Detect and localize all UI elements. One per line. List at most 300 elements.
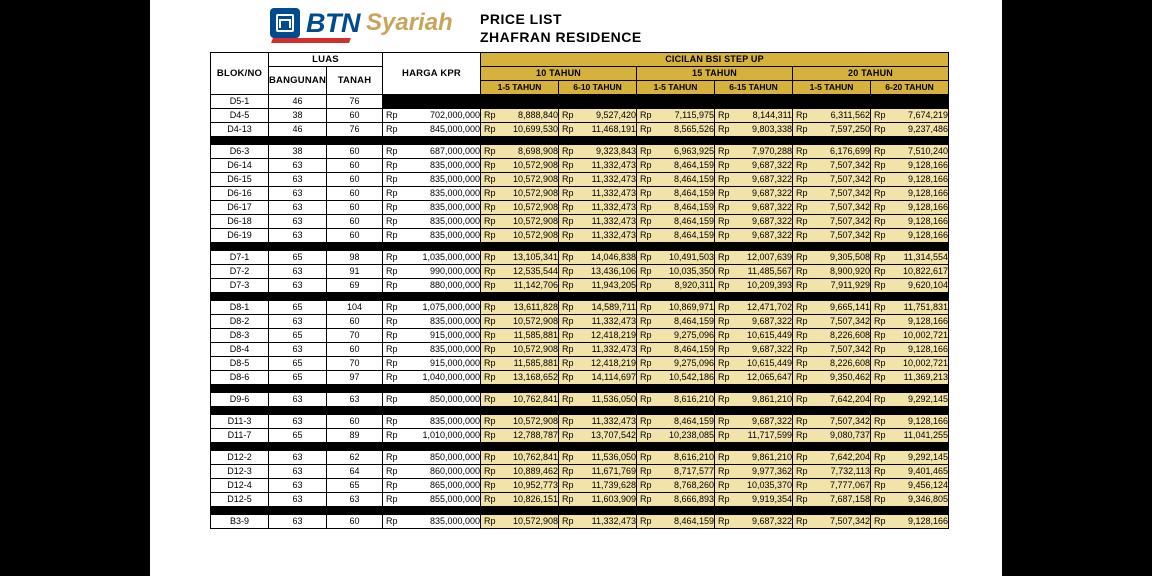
cell-harga: Rp 915,000,000 (383, 329, 481, 343)
cell-blok: D4-5 (211, 109, 269, 123)
cell-harga: Rp 702,000,000 (383, 109, 481, 123)
cell-cicilan: Rp 10,822,617 (871, 265, 949, 279)
cell-harga: Rp 990,000,000 (383, 265, 481, 279)
cell-bangunan: 63 (269, 393, 327, 407)
cell-cicilan: Rp 10,572,908 (481, 201, 559, 215)
th-6-10-tahun: 6-10 TAHUN (559, 81, 637, 95)
cell-tanah: 70 (327, 357, 383, 371)
cell-cicilan: Rp 11,332,473 (559, 159, 637, 173)
cell-bangunan: 63 (269, 265, 327, 279)
cell-cicilan: Rp 10,572,908 (481, 187, 559, 201)
table-row (211, 95, 949, 109)
cell-cicilan: Rp 11,142,706 (481, 279, 559, 293)
cell-cicilan: Rp 12,788,787 (481, 429, 559, 443)
cell-cicilan: Rp 11,332,473 (559, 343, 637, 357)
cell-cicilan: Rp 8,768,260 (637, 479, 715, 493)
cell-tanah: 64 (327, 465, 383, 479)
cell-tanah: 60 (327, 201, 383, 215)
cell-cicilan: Rp 9,128,166 (871, 343, 949, 357)
table-row (211, 279, 949, 293)
cell-cicilan: Rp 13,436,106 (559, 265, 637, 279)
cell-tanah: 60 (327, 229, 383, 243)
cell-cicilan: Rp 10,762,841 (481, 393, 559, 407)
cell-blok: D8-5 (211, 357, 269, 371)
cell-cicilan: Rp 11,369,213 (871, 371, 949, 385)
cell-harga: Rp 835,000,000 (383, 515, 481, 529)
cell-bangunan: 63 (269, 343, 327, 357)
th-10-tahun: 10 TAHUN (481, 67, 637, 81)
cell-cicilan: Rp 10,869,971 (637, 301, 715, 315)
cell-blok: D12-3 (211, 465, 269, 479)
cell-cicilan: Rp 10,572,908 (481, 173, 559, 187)
cell-cicilan: Rp 8,666,893 (637, 493, 715, 507)
cell-cicilan: Rp 10,572,908 (481, 215, 559, 229)
table-row (211, 145, 949, 159)
cell-cicilan: Rp 9,687,322 (715, 159, 793, 173)
cell-cicilan: Rp 7,507,342 (793, 415, 871, 429)
cell-bangunan: 63 (269, 451, 327, 465)
cell-cicilan: Rp 11,585,881 (481, 329, 559, 343)
cell-harga: Rp 835,000,000 (383, 415, 481, 429)
cell-cicilan: Rp 9,080,737 (793, 429, 871, 443)
cell-cicilan: Rp 8,616,210 (637, 393, 715, 407)
cell-cicilan: Rp 10,826,151 (481, 493, 559, 507)
cell-tanah: 60 (327, 173, 383, 187)
cell-harga: Rp 1,075,000,000 (383, 301, 481, 315)
cell-cicilan: Rp 10,615,449 (715, 329, 793, 343)
price-list-document (150, 0, 1002, 576)
th-tanah: TANAH (327, 67, 383, 95)
cell-tanah: 60 (327, 109, 383, 123)
table-row (211, 265, 949, 279)
th-20-tahun: 20 TAHUN (793, 67, 949, 81)
table-row (211, 173, 949, 187)
cell-cicilan: Rp 10,699,530 (481, 123, 559, 137)
cell-bangunan: 63 (269, 201, 327, 215)
cell-cicilan: Rp 10,572,908 (481, 159, 559, 173)
cell-cicilan: Rp 9,687,322 (715, 343, 793, 357)
cell-cicilan: Rp 9,128,166 (871, 215, 949, 229)
th-6-20-tahun: 6-20 TAHUN (871, 81, 949, 95)
cell-cicilan: Rp 6,176,699 (793, 145, 871, 159)
cell-cicilan: Rp 11,585,881 (481, 357, 559, 371)
cell-cicilan: Rp 8,464,159 (637, 515, 715, 529)
cell-cicilan: Rp 11,603,909 (559, 493, 637, 507)
cell-cicilan: Rp 7,507,342 (793, 159, 871, 173)
group-separator (211, 243, 949, 251)
cell-blok: B3-9 (211, 515, 269, 529)
cell-cicilan: Rp 9,128,166 (871, 201, 949, 215)
cell-cicilan: Rp 9,128,166 (871, 229, 949, 243)
cell-bangunan: 63 (269, 515, 327, 529)
cell-blok: D6-17 (211, 201, 269, 215)
cell-cicilan: Rp 9,128,166 (871, 187, 949, 201)
cell-cicilan: Rp 13,168,652 (481, 371, 559, 385)
cell-harga: Rp 835,000,000 (383, 159, 481, 173)
cell-tanah: 89 (327, 429, 383, 443)
cell-cicilan: Rp 9,977,362 (715, 465, 793, 479)
house-icon (270, 8, 300, 38)
cell-cicilan: Rp 11,332,473 (559, 201, 637, 215)
cell-cicilan: Rp 7,507,342 (793, 187, 871, 201)
cell-bangunan: 63 (269, 187, 327, 201)
cell-cicilan: Rp 12,418,219 (559, 329, 637, 343)
cell-cicilan: Rp 10,491,503 (637, 251, 715, 265)
cell-harga: Rp 845,000,000 (383, 123, 481, 137)
cell-cicilan: Rp 9,861,210 (715, 393, 793, 407)
cell-tanah: 98 (327, 251, 383, 265)
cell-cicilan: Rp 11,332,473 (559, 215, 637, 229)
cell-blok: D11-7 (211, 429, 269, 443)
table-row (211, 479, 949, 493)
cell-cicilan: Rp 11,943,205 (559, 279, 637, 293)
cell-cicilan: Rp 8,565,526 (637, 123, 715, 137)
table-row (211, 465, 949, 479)
cell-cicilan: Rp 9,687,322 (715, 515, 793, 529)
cell-bangunan: 65 (269, 251, 327, 265)
cell-cicilan: Rp 10,615,449 (715, 357, 793, 371)
table-row (211, 187, 949, 201)
cell-blok: D7-2 (211, 265, 269, 279)
cell-cicilan: Rp 12,535,544 (481, 265, 559, 279)
cell-cicilan: Rp 8,464,159 (637, 229, 715, 243)
th-6-15-tahun: 6-15 TAHUN (715, 81, 793, 95)
th-1-5-tahun-c: 1-5 TAHUN (793, 81, 871, 95)
cell-tanah: 97 (327, 371, 383, 385)
cell-cicilan: Rp 8,888,840 (481, 109, 559, 123)
cell-cicilan: Rp 10,572,908 (481, 415, 559, 429)
cell-bangunan: 63 (269, 173, 327, 187)
cell-cicilan: Rp 9,128,166 (871, 173, 949, 187)
cell-bangunan: 63 (269, 215, 327, 229)
cell-bangunan: 63 (269, 479, 327, 493)
cell-bangunan: 63 (269, 415, 327, 429)
cell-harga: Rp 835,000,000 (383, 315, 481, 329)
cell-bangunan: 65 (269, 371, 327, 385)
group-separator (211, 507, 949, 515)
cell-cicilan: Rp 11,739,628 (559, 479, 637, 493)
cell-tanah: 63 (327, 493, 383, 507)
cell-cicilan: Rp 10,572,908 (481, 315, 559, 329)
cell-harga (383, 95, 481, 109)
cell-cicilan: Rp 9,687,322 (715, 173, 793, 187)
cell-cicilan: Rp 9,275,096 (637, 357, 715, 371)
cell-blok: D4-13 (211, 123, 269, 137)
cell-harga: Rp 855,000,000 (383, 493, 481, 507)
cell-cicilan: Rp 9,919,354 (715, 493, 793, 507)
cell-bangunan: 65 (269, 357, 327, 371)
cell-harga: Rp 835,000,000 (383, 343, 481, 357)
cell-cicilan (793, 95, 871, 109)
cell-tanah: 69 (327, 279, 383, 293)
cell-blok: D11-3 (211, 415, 269, 429)
cell-cicilan: Rp 9,346,805 (871, 493, 949, 507)
cell-bangunan: 63 (269, 493, 327, 507)
table-row (211, 451, 949, 465)
cell-harga: Rp 687,000,000 (383, 145, 481, 159)
cell-cicilan: Rp 11,332,473 (559, 173, 637, 187)
cell-cicilan: Rp 9,292,145 (871, 393, 949, 407)
cell-cicilan: Rp 9,861,210 (715, 451, 793, 465)
cell-cicilan: Rp 9,687,322 (715, 315, 793, 329)
cell-tanah: 60 (327, 159, 383, 173)
cell-cicilan: Rp 6,963,925 (637, 145, 715, 159)
table-row (211, 329, 949, 343)
cell-cicilan: Rp 7,597,250 (793, 123, 871, 137)
cell-cicilan: Rp 9,323,843 (559, 145, 637, 159)
cell-tanah: 60 (327, 415, 383, 429)
th-luas: LUAS (269, 53, 383, 67)
cell-cicilan: Rp 9,128,166 (871, 159, 949, 173)
cell-bangunan: 63 (269, 465, 327, 479)
cell-tanah: 76 (327, 95, 383, 109)
table-row (211, 493, 949, 507)
cell-cicilan: Rp 8,464,159 (637, 187, 715, 201)
cell-cicilan: Rp 9,350,462 (793, 371, 871, 385)
cell-cicilan: Rp 7,510,240 (871, 145, 949, 159)
cell-bangunan: 65 (269, 429, 327, 443)
table-row (211, 159, 949, 173)
cell-cicilan: Rp 8,698,908 (481, 145, 559, 159)
th-blok: BLOK/NO (211, 53, 269, 95)
group-separator (211, 293, 949, 301)
cell-cicilan: Rp 9,128,166 (871, 415, 949, 429)
th-15-tahun: 15 TAHUN (637, 67, 793, 81)
cell-cicilan: Rp 11,332,473 (559, 315, 637, 329)
cell-tanah: 60 (327, 343, 383, 357)
cell-cicilan: Rp 11,332,473 (559, 515, 637, 529)
cell-cicilan: Rp 7,115,975 (637, 109, 715, 123)
cell-cicilan: Rp 10,002,721 (871, 329, 949, 343)
right-letterbox (1002, 0, 1152, 576)
cell-cicilan: Rp 8,616,210 (637, 451, 715, 465)
th-1-5-tahun-a: 1-5 TAHUN (481, 81, 559, 95)
cell-cicilan: Rp 10,542,186 (637, 371, 715, 385)
cell-harga: Rp 865,000,000 (383, 479, 481, 493)
cell-harga: Rp 835,000,000 (383, 201, 481, 215)
cell-bangunan: 46 (269, 123, 327, 137)
cell-cicilan: Rp 7,507,342 (793, 315, 871, 329)
cell-cicilan: Rp 10,952,773 (481, 479, 559, 493)
cell-cicilan: Rp 8,464,159 (637, 315, 715, 329)
cell-cicilan: Rp 8,226,608 (793, 329, 871, 343)
cell-cicilan (871, 95, 949, 109)
cell-cicilan: Rp 11,536,050 (559, 451, 637, 465)
table-row (211, 109, 949, 123)
table-header (211, 53, 949, 95)
cell-cicilan: Rp 9,237,486 (871, 123, 949, 137)
cell-cicilan: Rp 13,707,542 (559, 429, 637, 443)
cell-blok: D6-3 (211, 145, 269, 159)
cell-cicilan: Rp 8,464,159 (637, 173, 715, 187)
cell-cicilan: Rp 9,401,465 (871, 465, 949, 479)
table-row (211, 251, 949, 265)
cell-blok: D8-3 (211, 329, 269, 343)
cell-cicilan: Rp 8,464,159 (637, 215, 715, 229)
cell-harga: Rp 1,010,000,000 (383, 429, 481, 443)
cell-harga: Rp 1,040,000,000 (383, 371, 481, 385)
cell-cicilan: Rp 8,920,311 (637, 279, 715, 293)
cell-cicilan: Rp 9,665,141 (793, 301, 871, 315)
table-row (211, 301, 949, 315)
cell-cicilan: Rp 9,687,322 (715, 415, 793, 429)
cell-cicilan: Rp 9,275,096 (637, 329, 715, 343)
cell-harga: Rp 835,000,000 (383, 215, 481, 229)
cell-cicilan: Rp 14,114,697 (559, 371, 637, 385)
cell-harga: Rp 835,000,000 (383, 187, 481, 201)
cell-cicilan (715, 95, 793, 109)
brand-name: BTN (306, 7, 360, 38)
cell-harga: Rp 835,000,000 (383, 229, 481, 243)
title-line-1: PRICE LIST (480, 11, 563, 27)
table-row (211, 201, 949, 215)
cell-cicilan: Rp 12,418,219 (559, 357, 637, 371)
cell-tanah: 60 (327, 315, 383, 329)
cell-bangunan: 63 (269, 315, 327, 329)
cell-cicilan: Rp 13,611,828 (481, 301, 559, 315)
cell-blok: D7-3 (211, 279, 269, 293)
cell-cicilan: Rp 10,238,085 (637, 429, 715, 443)
cell-harga: Rp 860,000,000 (383, 465, 481, 479)
cell-cicilan: Rp 9,687,322 (715, 187, 793, 201)
cell-bangunan: 65 (269, 329, 327, 343)
cell-cicilan: Rp 7,507,342 (793, 343, 871, 357)
cell-tanah: 60 (327, 215, 383, 229)
cell-cicilan: Rp 10,209,393 (715, 279, 793, 293)
group-separator (211, 137, 949, 145)
cell-harga: Rp 850,000,000 (383, 393, 481, 407)
cell-cicilan: Rp 11,717,599 (715, 429, 793, 443)
cell-cicilan: Rp 7,642,204 (793, 393, 871, 407)
cell-blok: D6-16 (211, 187, 269, 201)
cell-blok: D8-6 (211, 371, 269, 385)
cell-blok: D12-5 (211, 493, 269, 507)
page-title (480, 10, 810, 46)
title-line-2: ZHAFRAN RESIDENCE (480, 29, 642, 45)
cell-cicilan: Rp 7,911,929 (793, 279, 871, 293)
cell-tanah: 76 (327, 123, 383, 137)
cell-cicilan: Rp 7,674,219 (871, 109, 949, 123)
cell-cicilan: Rp 11,671,769 (559, 465, 637, 479)
cell-blok: D8-1 (211, 301, 269, 315)
cell-blok: D8-4 (211, 343, 269, 357)
table-row (211, 357, 949, 371)
cell-cicilan: Rp 10,035,370 (715, 479, 793, 493)
cell-harga: Rp 880,000,000 (383, 279, 481, 293)
th-cicilan: CICILAN BSI STEP UP (481, 53, 949, 67)
cell-blok: D7-1 (211, 251, 269, 265)
cell-cicilan: Rp 12,065,647 (715, 371, 793, 385)
group-separator (211, 385, 949, 393)
cell-tanah: 91 (327, 265, 383, 279)
cell-bangunan: 38 (269, 109, 327, 123)
table-row (211, 123, 949, 137)
cell-cicilan: Rp 7,507,342 (793, 215, 871, 229)
cell-cicilan: Rp 11,332,473 (559, 229, 637, 243)
cell-cicilan: Rp 12,007,639 (715, 251, 793, 265)
cell-cicilan: Rp 9,128,166 (871, 315, 949, 329)
cell-cicilan: Rp 11,041,255 (871, 429, 949, 443)
cell-blok: D8-2 (211, 315, 269, 329)
cell-harga: Rp 850,000,000 (383, 451, 481, 465)
cell-cicilan: Rp 9,687,322 (715, 201, 793, 215)
cell-cicilan: Rp 10,572,908 (481, 515, 559, 529)
cell-cicilan: Rp 7,777,067 (793, 479, 871, 493)
table-row (211, 215, 949, 229)
table-row (211, 429, 949, 443)
cell-cicilan: Rp 8,144,311 (715, 109, 793, 123)
cell-tanah: 70 (327, 329, 383, 343)
cell-cicilan: Rp 11,485,567 (715, 265, 793, 279)
cell-cicilan: Rp 9,305,508 (793, 251, 871, 265)
cell-blok: D6-19 (211, 229, 269, 243)
cell-cicilan: Rp 7,642,204 (793, 451, 871, 465)
cell-cicilan: Rp 8,900,920 (793, 265, 871, 279)
cell-blok: D9-6 (211, 393, 269, 407)
cell-cicilan: Rp 10,762,841 (481, 451, 559, 465)
left-letterbox (0, 0, 150, 576)
cell-cicilan: Rp 9,527,420 (559, 109, 637, 123)
cell-cicilan: Rp 12,471,702 (715, 301, 793, 315)
cell-cicilan: Rp 7,507,342 (793, 201, 871, 215)
cell-cicilan: Rp 7,507,342 (793, 515, 871, 529)
cell-tanah: 104 (327, 301, 383, 315)
group-separator (211, 443, 949, 451)
cell-cicilan: Rp 9,456,124 (871, 479, 949, 493)
cell-cicilan: Rp 11,314,554 (871, 251, 949, 265)
cell-cicilan: Rp 9,803,338 (715, 123, 793, 137)
cell-harga: Rp 915,000,000 (383, 357, 481, 371)
btn-syariah-logo (270, 8, 453, 38)
cell-harga: Rp 1,035,000,000 (383, 251, 481, 265)
table-row (211, 229, 949, 243)
cell-cicilan: Rp 7,970,288 (715, 145, 793, 159)
cell-cicilan: Rp 7,732,113 (793, 465, 871, 479)
logo-underline-accent (271, 38, 351, 43)
table-body (211, 95, 949, 529)
cell-cicilan (481, 95, 559, 109)
cell-tanah: 60 (327, 515, 383, 529)
cell-cicilan: Rp 8,464,159 (637, 343, 715, 357)
cell-bangunan: 63 (269, 279, 327, 293)
table-row (211, 393, 949, 407)
cell-tanah: 62 (327, 451, 383, 465)
cell-cicilan: Rp 11,332,473 (559, 187, 637, 201)
cell-bangunan: 65 (269, 301, 327, 315)
cell-cicilan: Rp 13,105,341 (481, 251, 559, 265)
cell-cicilan: Rp 9,128,166 (871, 515, 949, 529)
cell-tanah: 65 (327, 479, 383, 493)
cell-cicilan (637, 95, 715, 109)
cell-tanah: 60 (327, 187, 383, 201)
cell-blok: D6-18 (211, 215, 269, 229)
cell-cicilan: Rp 8,464,159 (637, 159, 715, 173)
table-row (211, 315, 949, 329)
cell-cicilan: Rp 9,292,145 (871, 451, 949, 465)
cell-cicilan: Rp 7,687,158 (793, 493, 871, 507)
cell-cicilan: Rp 8,464,159 (637, 415, 715, 429)
table-row (211, 343, 949, 357)
cell-tanah: 60 (327, 145, 383, 159)
table-row (211, 371, 949, 385)
cell-cicilan: Rp 14,046,838 (559, 251, 637, 265)
cell-bangunan: 63 (269, 159, 327, 173)
cell-tanah: 63 (327, 393, 383, 407)
cell-bangunan: 38 (269, 145, 327, 159)
cell-cicilan: Rp 11,751,831 (871, 301, 949, 315)
cell-blok: D12-4 (211, 479, 269, 493)
cell-blok: D12-2 (211, 451, 269, 465)
